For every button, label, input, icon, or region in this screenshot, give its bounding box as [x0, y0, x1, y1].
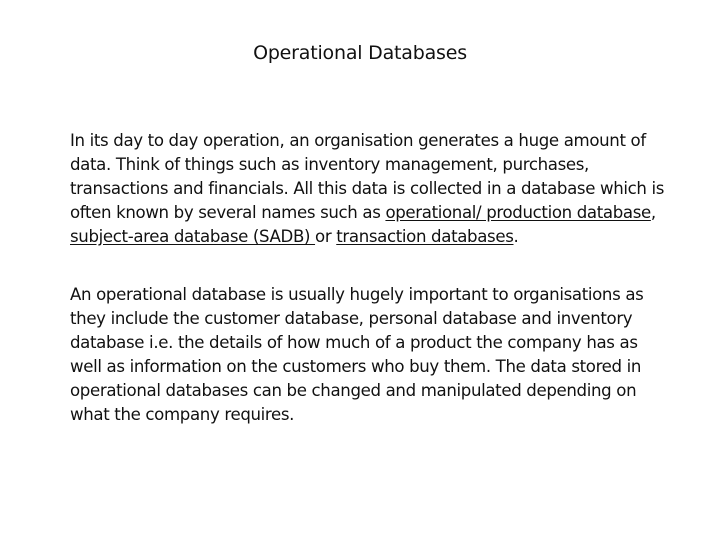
text-run: well as information on the customers who buy them. The data stored in — [70, 357, 642, 376]
text-run: data. Think of things such as inventory management, purchases, — [70, 155, 589, 174]
slide-title: Operational Databases — [253, 42, 467, 64]
text-line — [70, 331, 710, 355]
text-run: or — [315, 227, 337, 246]
underlined-term-transaction-databases: transaction databases — [336, 227, 514, 246]
text-line — [70, 177, 710, 201]
text-line — [70, 355, 710, 379]
text-line — [70, 379, 710, 403]
text-line — [70, 225, 710, 249]
underlined-term-operational-production-database: operational/ production database — [385, 203, 651, 222]
text-run: An operational database is usually hugely important to organisations as — [70, 285, 644, 304]
text-run: often known by several names such as — [70, 203, 386, 222]
underlined-term-sadb: subject-area database (SADB) — [70, 227, 316, 246]
paragraph-intro — [70, 129, 710, 249]
text-line — [70, 403, 710, 427]
text-run: transactions and financials. All this data is collected in a database which is — [70, 179, 665, 198]
slide-body — [70, 129, 710, 427]
text-line — [70, 129, 710, 153]
text-run: what the company requires. — [70, 405, 295, 424]
text-run: they include the customer database, personal database and inventory — [70, 309, 633, 328]
text-line — [70, 307, 710, 331]
text-run: In its day to day operation, an organisation generates a huge amount of — [70, 131, 646, 150]
text-run: database i.e. the details of how much of a product the company has as — [70, 333, 638, 352]
text-line — [70, 283, 710, 307]
paragraph-importance — [70, 283, 710, 427]
text-run: , — [650, 203, 656, 222]
text-line — [70, 153, 710, 177]
text-run: operational databases can be changed and manipulated depending on — [70, 381, 637, 400]
text-line — [70, 201, 710, 225]
text-run: . — [513, 227, 519, 246]
